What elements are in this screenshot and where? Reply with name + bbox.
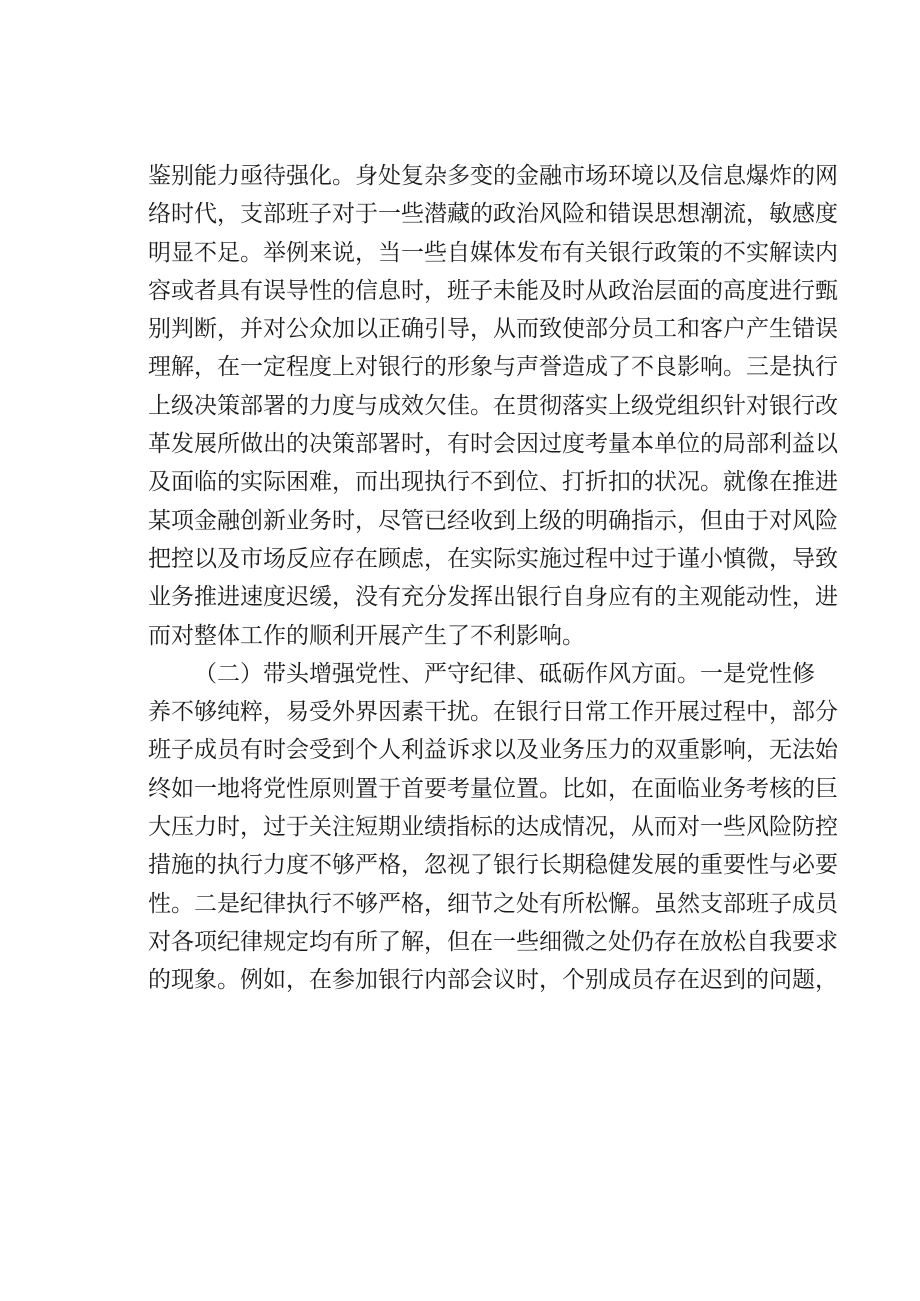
paragraph-2-line-5: 大压力时，过于关注短期业绩指标的达成情况，从而对一些风险防控 (148, 814, 838, 841)
paragraph-1-line-5: 别判断，并对公众加以正确引导，从而致使部分员工和客户产生错误 (148, 316, 838, 343)
paragraph-1-line-8: 革发展所做出的决策部署时，有时会因过度考量本单位的局部利益以 (148, 431, 838, 458)
paragraph-1-line-6: 理解，在一定程度上对银行的形象与声誉造成了不良影响。三是执行 (148, 354, 838, 381)
paragraph-2-line-7: 性。二是纪律执行不够严格，细节之处有所松懈。虽然支部班子成员 (148, 890, 838, 917)
paragraph-2-line-8: 对各项纪律规定均有所了解，但在一些细微之处仍存在放松自我要求 (148, 928, 838, 955)
body-text (148, 157, 838, 1000)
paragraph-1-line-12: 业务推进速度迟缓，没有充分发挥出银行自身应有的主观能动性，进 (148, 584, 838, 611)
paragraph-2-line-9: 的现象。例如，在参加银行内部会议时，个别成员存在迟到的问题， (148, 967, 838, 994)
paragraph-1-line-1: 鉴别能力亟待强化。身处复杂多变的金融市场环境以及信息爆炸的网 (148, 163, 838, 189)
paragraph-2-line-2: 养不够纯粹，易受外界因素干扰。在银行日常工作开展过程中，部分 (148, 699, 838, 726)
paragraph-2-line-1: （二）带头增强党性、严守纪律、砥砺作风方面。一是党性修 (194, 660, 815, 687)
paragraph-2-line-3: 班子成员有时会受到个人利益诉求以及业务压力的双重影响，无法始 (148, 737, 838, 764)
paragraph-1-line-2: 络时代，支部班子对于一些潜藏的政治风险和错误思想潮流，敏感度 (148, 201, 838, 228)
paragraph-1-line-4: 容或者具有误导性的信息时，班子未能及时从政治层面的高度进行甄 (148, 277, 838, 304)
paragraph-1-line-3: 明显不足。举例来说，当一些自媒体发布有关银行政策的不实解读内 (148, 239, 838, 266)
paragraph-1-line-7: 上级决策部署的力度与成效欠佳。在贯彻落实上级党组织针对银行改 (148, 392, 838, 419)
paragraph-2-line-4: 终如一地将党性原则置于首要考量位置。比如，在面临业务考核的巨 (148, 775, 838, 802)
paragraph-1-line-10: 某项金融创新业务时，尽管已经收到上级的明确指示，但由于对风险 (148, 507, 838, 534)
paragraph-1-line-9: 及面临的实际困难，而出现执行不到位、打折扣的状况。就像在推进 (148, 469, 838, 496)
paragraph-1-line-11: 把控以及市场反应存在顾虑，在实际实施过程中过于谨小慎微，导致 (148, 545, 838, 572)
paragraph-1-line-13: 而对整体工作的顺利开展产生了不利影响。 (148, 622, 585, 649)
paragraph-2-line-6: 措施的执行力度不够严格，忽视了银行长期稳健发展的重要性与必要 (148, 852, 838, 879)
